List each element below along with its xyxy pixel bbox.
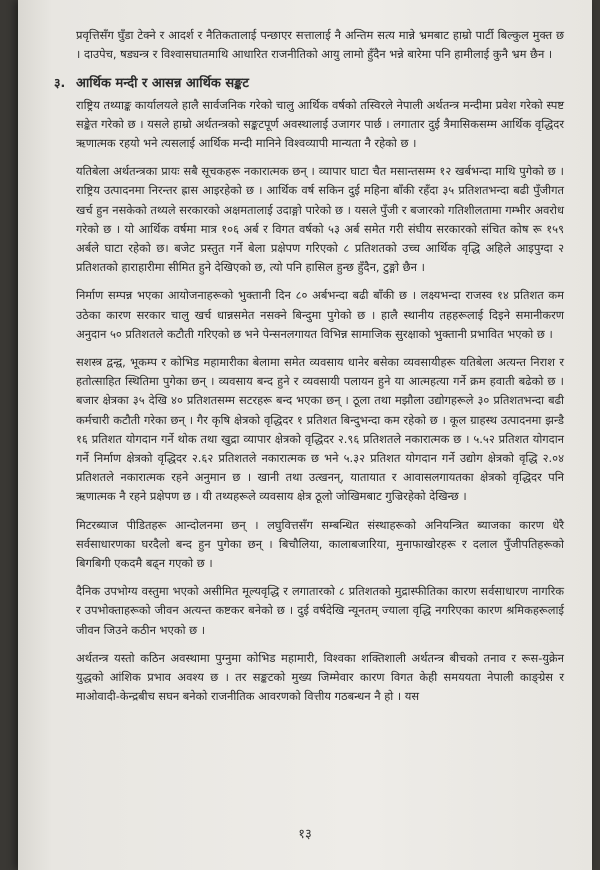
section-title: आर्थिक मन्दी र आसन्न आर्थिक सङ्कट	[76, 76, 249, 92]
paragraph-payments: निर्माण सम्पन्न भएका आयोजनाहरूको भुक्तानी दिन ८० अर्बभन्दा बढी बाँकी छ । लक्ष्यभन्दा राजस्व १४ प्रतिशत कम उठेका कारण सरकार चालु खर्च धान्नसमेत नसक्ने बिन्दुमा पुगेको छ । हालै स्थानीय तहहरूलाई दिइने समानीकरण अनुदान ५० प्रतिशतले कटौती गरिएको छ भने पेन्सनलगायत विभिन्न सामाजिक सुरक्षाको भुक्तानी प्रभावित भएको छ ।	[76, 288, 564, 341]
page-content	[54, 26, 564, 716]
paragraph-causes: अर्थतन्त्र यस्तो कठिन अवस्थामा पुग्नुमा कोभिड महामारी, विश्वका शक्तिशाली अर्थतन्त्र बीचको तनाव र रूस-युक्रेन युद्धको आंशिक प्रभाव अवश्य छ । तर सङ्कटको मुख्य जिम्मेवार कारण विगत केही समययता नेपाली काङ्ग्रेस र माओवादी-केन्द्रबीच सघन बनेको राजनीतिक आवरणको वित्तीय गठबन्धन नै हो । यस	[76, 650, 564, 704]
paragraph-interest-victims: मिटरब्याज पीडितहरू आन्दोलनमा छन् । लघुवित्तसँग सम्बन्धित संस्थाहरूको अनियन्त्रित ब्याजका कारण धेरै सर्वसाधारणका घरदैलो बन्द हुन पुगेका छन् । बिचौलिया, कालाबजारिया, मुनाफाखोरहरू र दलाल पुँजीपतिहरूको बिगबिगी एकदमै बढ्न गएको छ ।	[76, 517, 564, 571]
page-number: १३	[298, 827, 312, 842]
paragraph-inflation: दैनिक उपभोग्य वस्तुमा भएको असीमित मूल्यवृद्धि र लगातारको ८ प्रतिशतको मुद्रास्फीतिका कारण सर्वसाधारण नागरिक र उपभोक्ताहरूको जीवन अत्यन्त कष्टकर बनेको छ । दुई वर्षदेखि न्यूनतम् ज्याला वृद्धि नगरिएका कारण श्रमिकहरूलाई जीवन जिउने कठीन भएको छ ।	[76, 584, 564, 637]
paragraph-recession-signal: राष्ट्रिय तथ्याङ्क कार्यालयले हालै सार्वजनिक गरेको चालु आर्थिक वर्षको तस्विरले नेपाली अर्थतन्त्र मन्दीमा प्रवेश गरेको स्पष्ट सङ्केत गरेको छ । यसले हाम्रो अर्थतन्त्रको सङ्कटपूर्ण अवस्थालाई उजागर पार्छ । लगातार दुई त्रैमासिकसम्म आर्थिक वृद्धिदर ऋणात्मक रहयो भने त्यसलाई आर्थिक मन्दी मानिने विश्वव्यापी मान्यता नै रहेको छ ।	[76, 97, 564, 151]
paragraph-business: सशस्त्र द्वन्द्व, भूकम्प र कोभिड महामारीका बेलामा समेत व्यवसाय धानेर बसेका व्यवसायीहरू यतिबेला अत्यन्त निराश र हतोत्साहित स्थितिमा पुगेका छन् । व्यवसाय बन्द हुने र व्यवसायी पलायन हुने या आत्महत्या गर्ने क्रम हवाती बढेको छ । बजार क्षेत्रका ३५ देखि ४० प्रतिशतसम्म सटरहरू बन्द भएका छन् । ठूला तथा मझौला उद्योगहरूले ३० प्रतिशतभन्दा बढी कर्मचारी कटौती गरेका छन् । गैर कृषि क्षेत्रको वृद्धिदर १ प्रतिशत बिन्दुभन्दा कम रहेको छ । कूल ग्राहस्थ उत्पादनमा झन्डै १६ प्रतिशत योगदान गर्ने थोक तथा खुद्रा व्यापार क्षेत्रको वृद्धिदर २.९६ प्रतिशतले नकारात्मक छ । ५.५२ प्रतिशत योगदान गर्ने निर्माण क्षेत्रको वृद्धिदर २.६२ प्रतिशतले नकारात्मक छ भने ५.३२ प्रतिशत योगदान गर्ने उद्योग क्षेत्रको वृद्धि २.०४ प्रतिशतले नकारात्मक रहने अनुमान छ । खानी तथा उत्खनन्, यातायात र आवासलगायतका क्षेत्रको वृद्धिदर पनि ऋणात्मक नै रहने प्रक्षेपण छ । यी तथ्यहरूले व्यवसाय क्षेत्र ठूलो जोखिमबाट गुज्रिरहेको देखिन्छ ।	[76, 355, 564, 504]
section-number: ३.	[54, 75, 66, 91]
paragraph-indicators: यतिबेला अर्थतन्त्रका प्रायः सबै सूचकहरू नकारात्मक छन् । व्यापार घाटा चैत मसान्तसम्म १२ खर्बभन्दा माथि पुगेको छ । राष्ट्रिय उत्पादनमा निरन्तर ह्रास आइरहेको छ । आर्थिक वर्ष सकिन दुई महिना बाँकी रहँदा ३५ प्रतिशतभन्दा बढी पुँजीगत खर्च हुन नसकेको तथ्यले सरकारको अक्षमतालाई उदाङ्गो पारेको छ । यसले पुँजी र बजारको गतिशीलतामा गम्भीर अवरोध गरेको छ । यो आर्थिक वर्षमा मात्र १०६ अर्ब र विगत वर्षको ५३ अर्ब समेत गरी संघीय सरकारको संचित कोष रू १५९ अर्बले घाटा रहेको छ। बजेट प्रस्तुत गर्ने बेला प्रक्षेपण गरिएको ८ प्रतिशतको उच्च आर्थिक वृद्धि अहिले आइपुग्दा २ प्रतिशतको हाराहारीमा सीमित हुने देखिएको छ, त्यो पनि हासिल हुन्छ हुँदैन, टुङ्गो छैन ।	[76, 164, 564, 275]
book-page	[18, 0, 592, 870]
section-heading	[54, 73, 564, 93]
intro-paragraph: प्रवृत्तिसँग घुँडा टेक्ने र आदर्श र नैतिकतालाई पन्छाएर सत्तालाई नै अन्तिम सत्य मान्ने भ्रमबाट हाम्रो पार्टी बिल्कुल मुक्त छ । दाउपेच, षड्यन्त्र र विश्वासघातमाथि आधारित राजनीतिको आयु लामो हुँदैन भन्ने बारेमा पनि हामीलाई कुनै भ्रम छैन ।	[76, 28, 564, 62]
